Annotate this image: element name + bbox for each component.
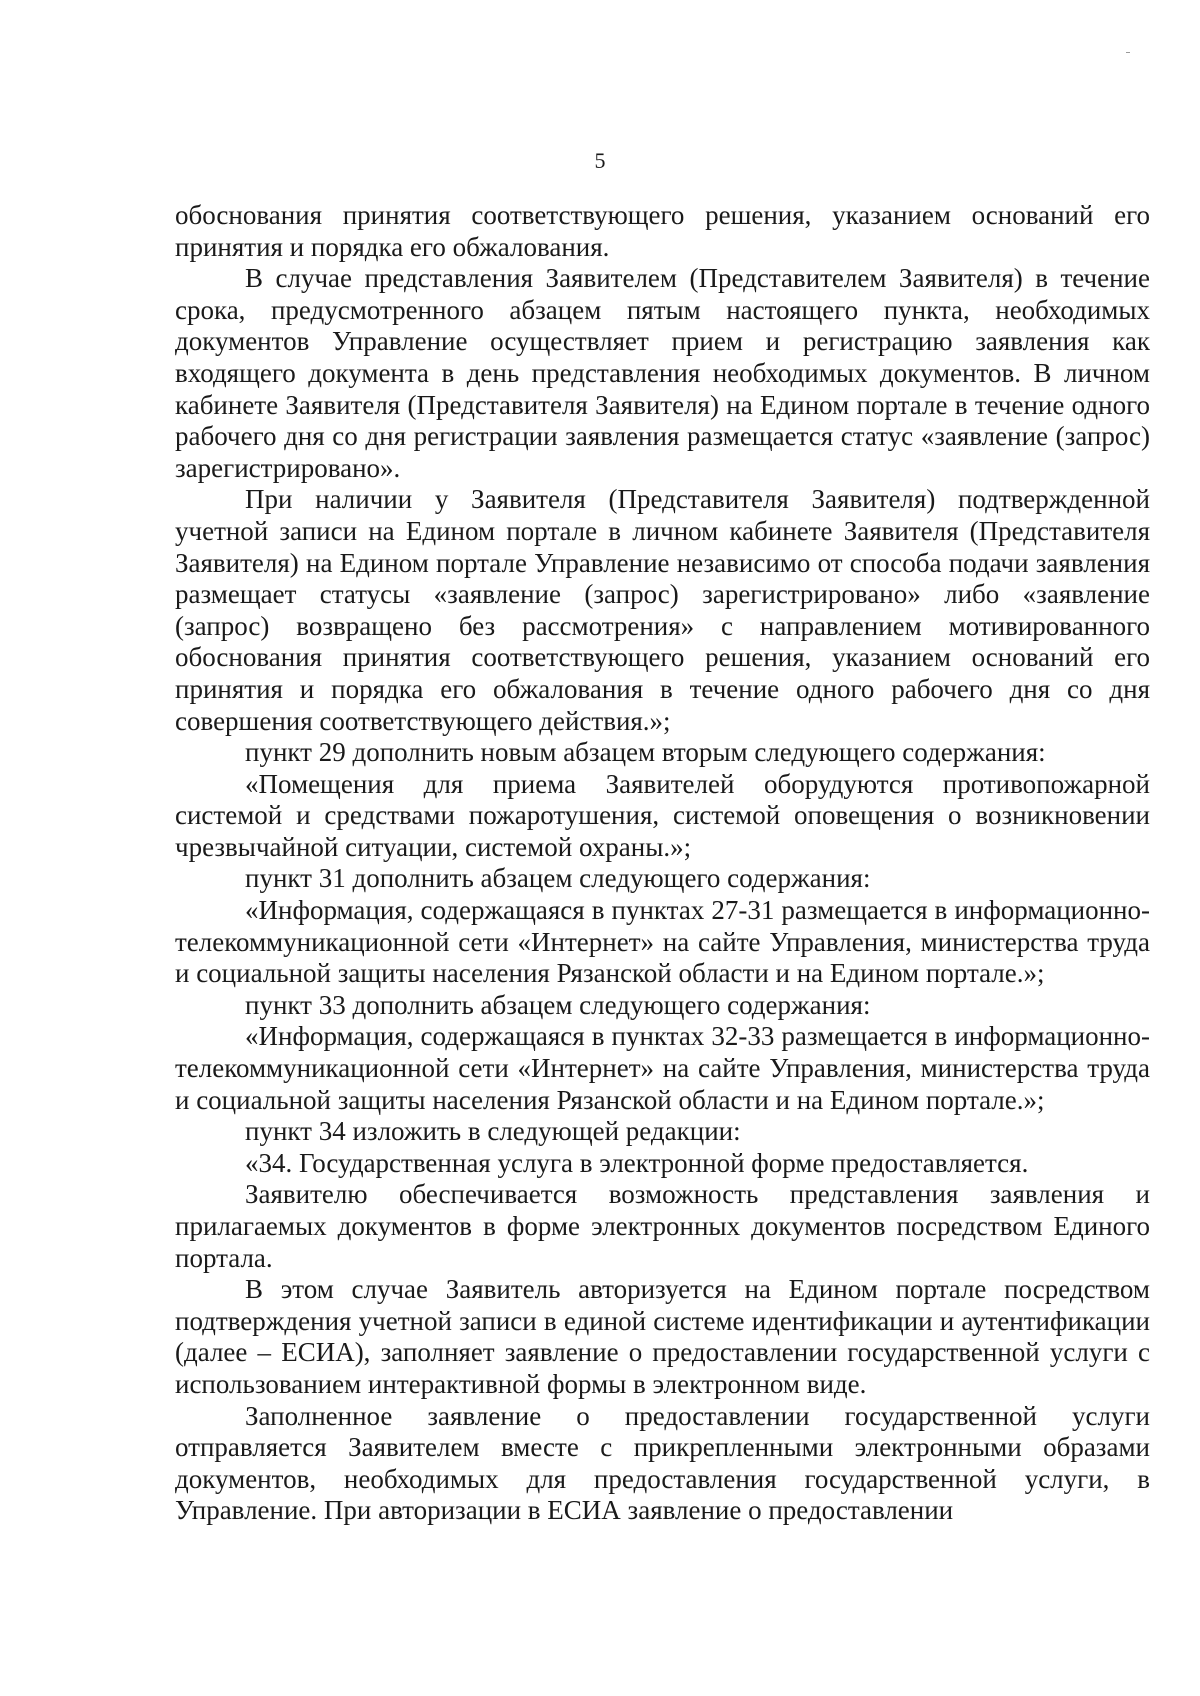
paragraph-premises: «Помещения для приема Заявителей оборудуются противопожарной системой и средствами пожаротушения, системой оповещения о возникновении чрезвычайной ситуации, системой охраны.»;: [175, 768, 1150, 862]
paragraph-applicant-opportunity: Заявителю обеспечивается возможность представления заявления и прилагаемых документов в форме электронных документов посредством Единого портала.: [175, 1179, 1150, 1273]
scan-mark: [1126, 52, 1130, 53]
paragraph-item-31: пункт 31 дополнить абзацем следующего содержания:: [245, 863, 871, 894]
paragraph-item-33: пункт 33 дополнить абзацем следующего содержания:: [245, 989, 871, 1020]
paragraph-electronic-form: «34. Государственная услуга в электронной форме предоставляется.: [245, 1147, 1029, 1178]
paragraph-esia-authorization: В этом случае Заявитель авторизуется на Едином портале посредством подтверждения учетной записи в единой системе идентификации и аутентификации (далее – ЕСИА), заполняет заявление о предоставлении государственной услуги с использованием интерактивной формы в электронном виде.: [175, 1274, 1150, 1399]
paragraph-item-29: пункт 29 дополнить новым абзацем вторым следующего содержания:: [245, 737, 1046, 768]
page-number: 5: [594, 148, 606, 173]
document-body: [175, 200, 1150, 1527]
paragraph-item-34: пункт 34 изложить в следующей редакции:: [245, 1116, 741, 1147]
paragraph-info-32-33: «Информация, содержащаяся в пунктах 32-33 размещается в информационно-телекоммуникационной сети «Интернет» на сайте Управления, министерства труда и социальной защиты населения Рязанской области и на Едином портале.»;: [175, 1021, 1150, 1115]
paragraph-info-27-31: «Информация, содержащаяся в пунктах 27-31 размещается в информационно-телекоммуникационной сети «Интернет» на сайте Управления, министерства труда и социальной защиты населения Рязанской области и на Едином портале.»;: [175, 895, 1150, 989]
paragraph-registration: В случае представления Заявителем (Представителем Заявителя) в течение срока, предусмотренного абзацем пятым настоящего пункта, необходимых документов Управление осуществляет прием и регистрацию заявления как входящего документа в день представления необходимых документов. В личном кабинете Заявителя (Представителя Заявителя) на Едином портале в течение одного рабочего дня со дня регистрации заявления размещается статус «заявление (запрос) зарегистрировано».: [175, 263, 1150, 483]
paragraph-submitted-application: Заполненное заявление о предоставлении государственной услуги отправляется Заявителем вместе с прикрепленными электронными образами документов, необходимых для предоставления государственной услуги, в Управление. При авторизации в ЕСИА заявление о предоставлении: [175, 1400, 1150, 1526]
paragraph-continuation: обоснования принятия соответствующего решения, указанием оснований его принятия и порядка его обжалования.: [175, 200, 1150, 262]
paragraph-statuses: При наличии у Заявителя (Представителя Заявителя) подтвержденной учетной записи на Едином портале в личном кабинете Заявителя (Представителя Заявителя) на Едином портале Управление независимо от способа подачи заявления размещает статусы «заявление (запрос) зарегистрировано» либо «заявление (запрос) возвращено без рассмотрения» с направлением мотивированного обоснования принятия соответствующего решения, указанием оснований его принятия и порядка его обжалования в течение одного рабочего дня со дня совершения соответствующего действия.»;: [175, 484, 1150, 736]
